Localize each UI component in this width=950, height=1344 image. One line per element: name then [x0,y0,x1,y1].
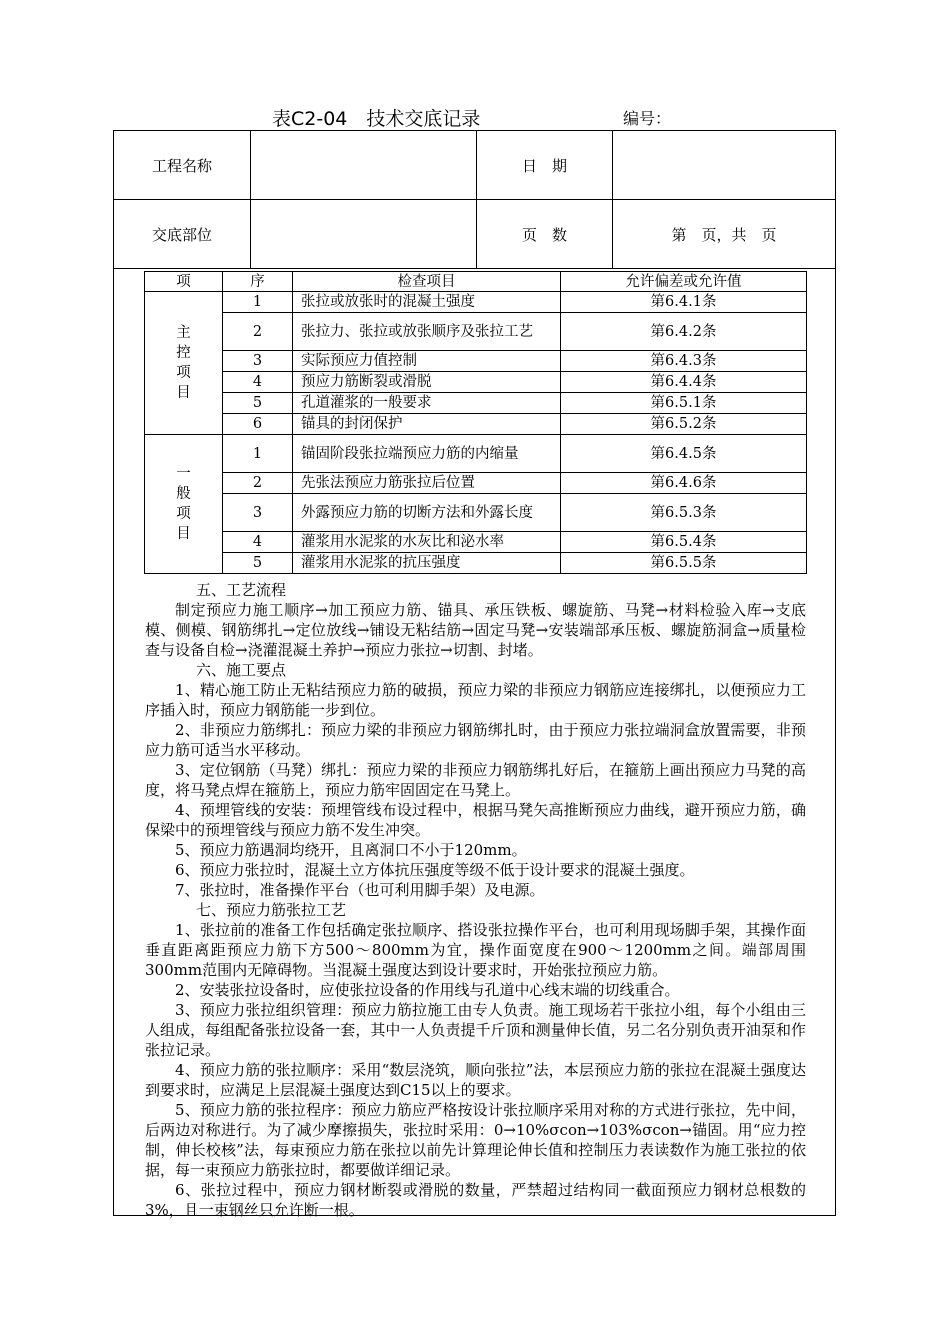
section-6-paragraph: 5、预应力筋遇洞均绕开，且离洞口不小于120mm。 [175,841,527,859]
project-name-value[interactable] [251,131,477,200]
section-6-paragraph: 2、非预应力筋绑扎：预应力梁的非预应力钢筋绑扎时，由于预应力张拉端洞盒放置需要，非预应力筋可适当水平移动。 [145,721,806,759]
section-6-paragraph: 3、定位钢筋（马凳）绑扎：预应力梁的非预应力钢筋绑扎好后，在箍筋上画出预应力马凳的高度，将马凳点焊在箍筋上，预应力筋牢固固定在马凳上。 [145,761,806,799]
row-value: 第6.5.1条 [561,393,807,414]
section-6-paragraph: 4、预埋管线的安装：预埋管线布设过程中，根据马凳矢高推断预应力曲线，避开预应力筋，确保梁中的预埋管线与预应力筋不发生冲突。 [145,801,806,839]
row-value: 第6.5.4条 [561,532,807,553]
main-items-label: 主控项目 [145,292,223,435]
row-value: 第6.4.1条 [561,292,807,313]
col-header-no: 序 [223,272,293,292]
row-item: 张拉或放张时的混凝土强度 [293,292,561,313]
row-value: 第6.4.4条 [561,372,807,393]
section-6-paragraph: 7、张拉时，准备操作平台（也可利用脚手架）及电源。 [175,881,545,899]
section-6-paragraph: 1、精心施工防止无粘结预应力筋的破损，预应力梁的非预应力钢筋应连接绑扎，以便预应力工序插入时，预应力钢筋能一步到位。 [145,681,806,719]
row-no: 3 [223,494,293,532]
row-value: 第6.4.6条 [561,473,807,494]
table-row [145,414,807,435]
row-item: 锚固阶段张拉端预应力筋的内缩量 [293,435,561,473]
check-table-header [145,272,807,292]
row-no: 6 [223,414,293,435]
row-item: 实际预应力值控制 [293,351,561,372]
table-row [145,473,807,494]
table-row [145,313,807,351]
row-item: 外露预应力筋的切断方法和外露长度 [293,494,561,532]
row-no: 5 [223,393,293,414]
row-value: 第6.5.3条 [561,494,807,532]
table-row [145,292,807,313]
section-5-title: 五、工艺流程 [196,581,287,599]
section-7-paragraph: 1、张拉前的准备工作包括确定张拉顺序、搭设张拉操作平台，也可利用现场脚手架，其操作面垂直距离距预应力筋下方500～800mm为宜，操作面宽度在900～1200mm之间。端部周围300mm范围内无障碍物。当混凝土强度达到设计要求时，开始张拉预应力筋。 [145,921,806,979]
location-label: 交底部位 [114,200,251,269]
table-row [145,494,807,532]
row-value: 第6.5.2条 [561,414,807,435]
table-row [145,532,807,553]
col-header-category: 项 [145,272,223,292]
row-no: 4 [223,372,293,393]
section-7-title: 七、预应力筋张拉工艺 [196,901,347,919]
section-5-paragraph: 制定预应力施工顺序→加工预应力筋、锚具、承压铁板、螺旋筋、马凳→材料检验入库→支底模、侧模、钢筋绑扎→定位放线→铺设无粘结筋→固定马凳→安装端部承压板、螺旋筋洞盒→质量检查与设备自检→浇灌混凝土养护→预应力张拉→切割、封堵。 [145,601,806,659]
date-label: 日 期 [477,131,613,200]
table-row [145,393,807,414]
row-no: 2 [223,473,293,494]
table-row [145,553,807,574]
section-7-paragraph: 5、预应力筋的张拉程序：预应力筋应严格按设计张拉顺序采用对称的方式进行张拉，先中间，后两边对称进行。为了减少摩擦损失，张拉时采用：0→10%σcon→103%σcon→锚固。用“应力控制，伸长校核”法，每束预应力筋在张拉以前先计算理论伸长值和控制压力表读数作为施工张拉的依据，每一束预应力筋张拉时，都要做详细记录。 [145,1101,806,1179]
row-item: 张拉力、张拉或放张顺序及张拉工艺 [293,313,561,351]
row-value: 第6.4.2条 [561,313,807,351]
table-row [145,435,807,473]
row-value: 第6.4.5条 [561,435,807,473]
row-no: 4 [223,532,293,553]
row-no: 3 [223,351,293,372]
form-title: 表C2-04 技术交底记录 [272,108,481,130]
row-item: 灌浆用水泥浆的水灰比和泌水率 [293,532,561,553]
project-name-label: 工程名称 [114,131,251,200]
section-6-title: 六、施工要点 [196,661,287,679]
section-7-paragraph: 6、张拉过程中，预应力钢材断裂或滑脱的数量，严禁超过结构同一截面预应力钢材总根数的3%，且一束钢丝只允许断一根。 [145,1181,806,1219]
row-value: 第6.4.3条 [561,351,807,372]
col-header-item: 检查项目 [293,272,561,292]
date-value[interactable] [613,131,836,200]
content-body [145,580,806,1220]
row-item: 先张法预应力筋张拉后位置 [293,473,561,494]
col-header-value: 允许偏差或允许值 [561,272,807,292]
row-item: 预应力筋断裂或滑脱 [293,372,561,393]
general-items-label: 一般项目 [145,435,223,574]
row-no: 1 [223,435,293,473]
pages-label: 页 数 [477,200,613,269]
row-item: 锚具的封闭保护 [293,414,561,435]
form-title-bar [0,104,950,132]
row-no: 5 [223,553,293,574]
section-7-paragraph: 2、安装张拉设备时，应使张拉设备的作用线与孔道中心线末端的切线重合。 [175,981,680,999]
section-7-paragraph: 3、预应力张拉组织管理：预应力筋拉施工由专人负责。施工现场若干张拉小组，每个小组由三人组成，每组配备张拉设备一套，其中一人负责提千斤顶和测量伸长值，另二名分别负责开油泵和作张拉记录。 [145,1001,806,1059]
row-item: 灌浆用水泥浆的抗压强度 [293,553,561,574]
check-table [144,271,807,574]
info-table [113,130,836,269]
location-value[interactable] [251,200,477,269]
table-row [145,351,807,372]
row-item: 孔道灌浆的一般要求 [293,393,561,414]
section-7-paragraph: 4、预应力筋的张拉顺序：采用“数层浇筑，顺向张拉”法，本层预应力筋的张拉在混凝土强度达到要求时，应满足上层混凝土强度达到C15以上的要求。 [145,1061,806,1099]
row-no: 1 [223,292,293,313]
row-value: 第6.5.5条 [561,553,807,574]
section-6-paragraph: 6、预应力张拉时，混凝土立方体抗压强度等级不低于设计要求的混凝土强度。 [175,861,695,879]
table-row [145,372,807,393]
pages-value: 第 页，共 页 [613,200,836,269]
row-no: 2 [223,313,293,351]
form-number-label: 编号： [623,109,672,128]
